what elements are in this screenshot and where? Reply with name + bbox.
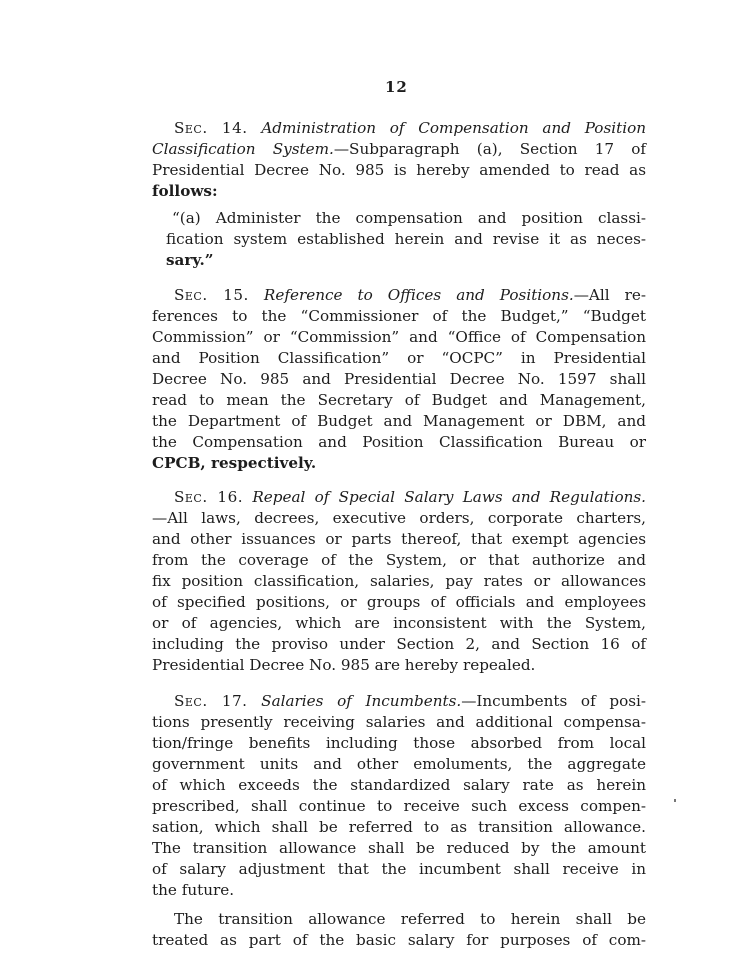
text-line xyxy=(152,691,646,712)
line-text: government units and other emoluments, the aggregate xyxy=(152,755,646,773)
text-line xyxy=(152,118,646,139)
text-line xyxy=(166,229,646,250)
text-line xyxy=(152,754,646,775)
line-text: and other issuances or parts thereof, that exempt agencies xyxy=(152,530,646,548)
text-line xyxy=(152,390,646,411)
text-line xyxy=(152,160,646,181)
text-line xyxy=(152,529,646,550)
text-line xyxy=(152,139,646,160)
line-text: or of agencies, which are inconsistent with the System, xyxy=(152,614,646,632)
line-text: of salary adjustment that the incumbent shall receive in xyxy=(152,860,646,878)
text-line xyxy=(152,306,646,327)
line-text: from the coverage of the System, or that authorize and xyxy=(152,551,646,569)
text-line xyxy=(152,775,646,796)
section-title: Repeal of Special Salary Laws and Regulations. xyxy=(252,488,647,506)
line-text: sation, which shall be referred to as transition allowance. xyxy=(152,818,646,836)
line-text: —Incumbents of posi- xyxy=(461,692,646,710)
section-number: Sec. 16. xyxy=(174,488,244,506)
section-number: Sec. 17. xyxy=(174,692,248,710)
line-text: The transition allowance shall be reduced by the amount xyxy=(152,839,646,857)
text-line xyxy=(166,208,646,229)
text-line xyxy=(152,880,646,901)
text-line xyxy=(152,327,646,348)
text-line xyxy=(152,369,646,390)
line-text: —Subparagraph (a), Section 17 of xyxy=(333,140,646,158)
text-line xyxy=(152,432,646,453)
line-text: tions presently receiving salaries and additional compensa- xyxy=(152,713,646,731)
line-text: follows: xyxy=(152,182,218,200)
text-line xyxy=(152,592,646,613)
line-text: the Compensation and Position Classification Bureau or xyxy=(152,433,646,451)
text-line xyxy=(152,411,646,432)
line-text: fication system established herein and revise it as neces- xyxy=(166,230,646,248)
section-number: Sec. 15. xyxy=(174,286,249,304)
text-line xyxy=(152,508,646,529)
line-text: tion/fringe benefits including those absorbed from local xyxy=(152,734,646,752)
text-line xyxy=(152,634,646,655)
line-text: Decree No. 985 and Presidential Decree No. 1597 shall xyxy=(152,370,646,388)
page-number: 12 xyxy=(385,78,408,96)
line-text: prescribed, shall continue to receive such excess compen- xyxy=(152,797,646,815)
text-line xyxy=(152,733,646,754)
section-17 xyxy=(152,691,646,901)
text-line xyxy=(152,613,646,634)
line-text: sary.” xyxy=(166,251,214,269)
line-text: “(a) Administer the compensation and position classi- xyxy=(172,209,646,227)
text-line xyxy=(152,571,646,592)
text-line xyxy=(166,250,646,271)
line-text: including the proviso under Section 2, and Section 16 of xyxy=(152,635,646,653)
text-line xyxy=(152,181,646,202)
section-17-continuation xyxy=(152,909,646,951)
line-text: fix position classification, salaries, pay rates or allowances xyxy=(152,572,646,590)
line-text: CPCB, respectively. xyxy=(152,454,317,472)
margin-mark xyxy=(674,799,676,802)
line-text: read to mean the Secretary of Budget and Management, xyxy=(152,391,646,409)
text-line xyxy=(152,550,646,571)
line-text: Commission” or “Commission” and “Office of Compensation xyxy=(152,328,646,346)
line-text: —All re- xyxy=(573,286,646,304)
line-text: ferences to the “Commissioner of the Budget,” “Budget xyxy=(152,307,646,325)
text-line xyxy=(152,796,646,817)
section-title: Classification System. xyxy=(152,140,334,158)
line-text: the Department of Budget and Management or DBM, and xyxy=(152,412,646,430)
section-16 xyxy=(152,487,646,676)
section-14 xyxy=(152,118,646,202)
text-line xyxy=(152,487,646,508)
section-14-quote xyxy=(166,208,646,271)
text-line xyxy=(152,838,646,859)
text-line xyxy=(152,712,646,733)
text-line xyxy=(152,655,646,676)
text-line xyxy=(152,348,646,369)
section-title: Salaries of Incumbents. xyxy=(261,692,462,710)
section-number: Sec. 14. xyxy=(174,119,248,137)
text-line xyxy=(152,930,646,951)
line-text: of which exceeds the standardized salary rate as herein xyxy=(152,776,646,794)
line-text: treated as part of the basic salary for purposes of com- xyxy=(152,931,646,949)
text-line xyxy=(152,285,646,306)
line-text: Presidential Decree No. 985 are hereby repealed. xyxy=(152,656,536,674)
section-15 xyxy=(152,285,646,474)
section-title: Reference to Offices and Positions. xyxy=(263,286,574,304)
line-text: The transition allowance referred to herein shall be xyxy=(174,910,646,928)
line-text: and Position Classification” or “OCPC” in Presidential xyxy=(152,349,646,367)
line-text: the future. xyxy=(152,881,235,899)
text-line xyxy=(152,859,646,880)
text-line xyxy=(152,909,646,930)
section-title: Administration of Compensation and Position xyxy=(261,119,646,137)
text-line xyxy=(152,817,646,838)
line-text: —All laws, decrees, executive orders, corporate charters, xyxy=(152,509,646,527)
line-text: of specified positions, or groups of officials and employees xyxy=(152,593,646,611)
text-line xyxy=(152,453,646,474)
line-text: Presidential Decree No. 985 is hereby amended to read as xyxy=(152,161,646,179)
